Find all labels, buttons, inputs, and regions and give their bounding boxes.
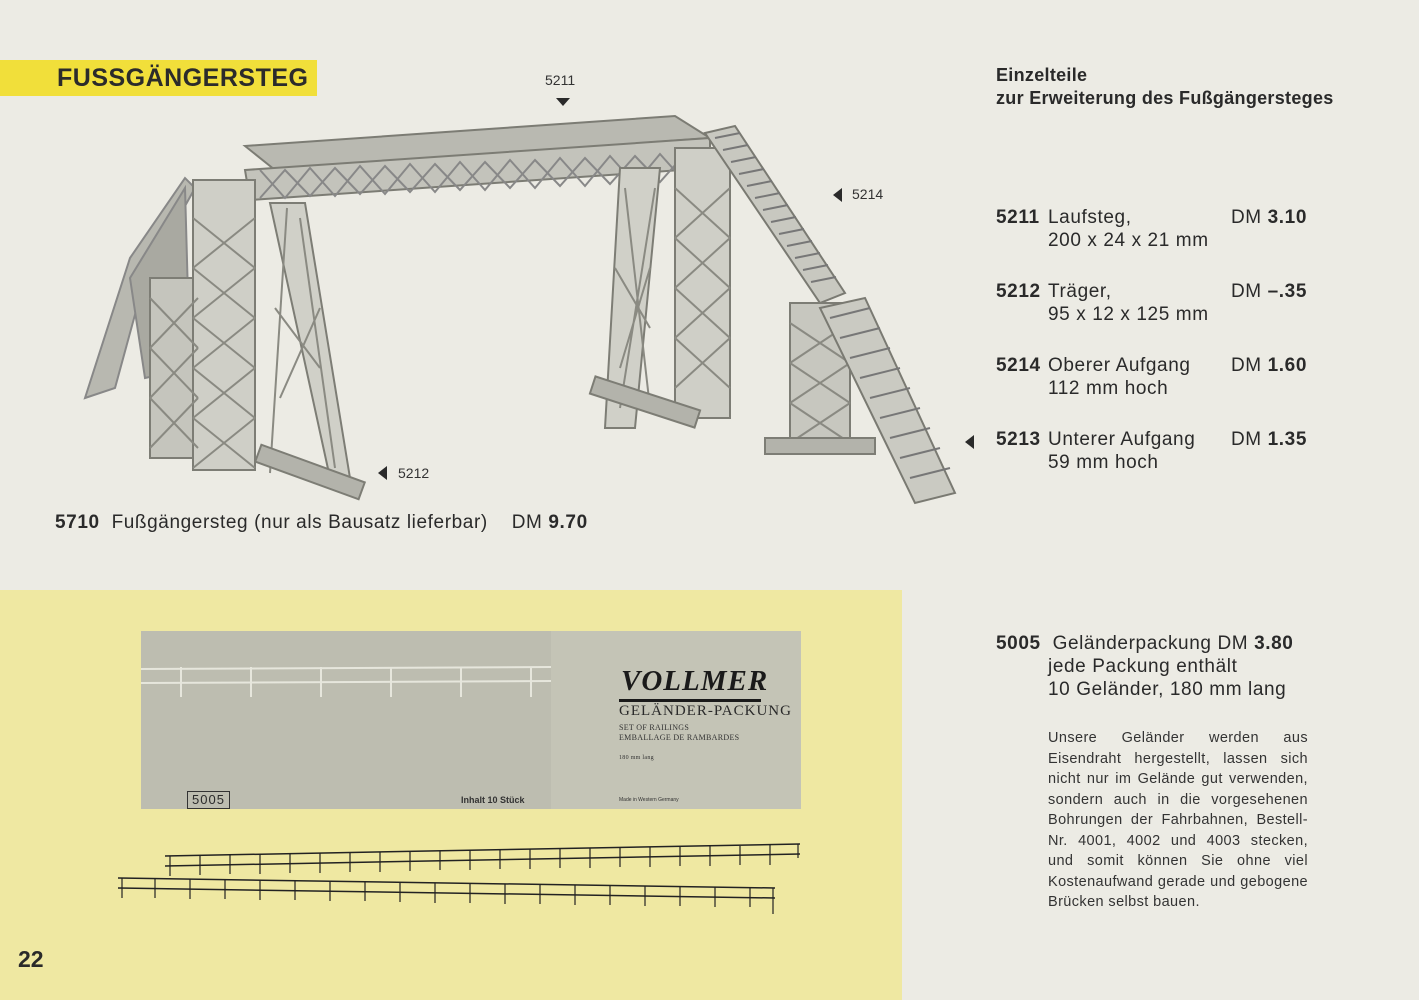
railings-illustration bbox=[110, 836, 810, 926]
railing-price bbox=[1217, 633, 1293, 654]
package-subtitle-fr: EMBALLAGE DE RAMBARDES bbox=[619, 733, 740, 742]
package-length: 180 mm lang bbox=[619, 755, 654, 761]
part-name: Oberer Aufgang bbox=[1048, 355, 1191, 376]
part-price bbox=[1231, 207, 1307, 229]
product-price: 9.70 bbox=[548, 512, 588, 533]
product-price-prefix: DM bbox=[511, 512, 543, 533]
parts-heading bbox=[996, 64, 1334, 110]
pointer-left-icon bbox=[965, 435, 974, 449]
part-dimension: 112 mm hoch bbox=[1048, 378, 1169, 399]
part-dimension: 59 mm hoch bbox=[1048, 452, 1159, 473]
railing-item bbox=[996, 632, 1293, 701]
package-window bbox=[141, 631, 551, 809]
product-number: 5710 bbox=[55, 512, 100, 533]
package-made-in: Made in Western Germany bbox=[619, 797, 679, 803]
package-railing-illustration bbox=[141, 631, 551, 809]
railing-name: Geländerpackung bbox=[1052, 633, 1212, 654]
part-dimension: 95 x 12 x 125 mm bbox=[1048, 304, 1209, 325]
railing-item-line2: jede Packung enthält bbox=[1048, 656, 1238, 677]
callout-5214: 5214 bbox=[852, 186, 884, 202]
callout-5211: 5211 bbox=[545, 72, 576, 88]
page-number: 22 bbox=[18, 946, 44, 972]
price-value: –.35 bbox=[1267, 281, 1307, 302]
railing-package-box bbox=[141, 631, 801, 809]
list-item bbox=[996, 355, 1326, 429]
page-title: FUSSGÄNGERSTEG bbox=[57, 64, 309, 92]
part-number: 5211 bbox=[996, 207, 1040, 228]
main-product-caption bbox=[55, 512, 588, 534]
part-name: Laufsteg, bbox=[1048, 207, 1132, 228]
price-value: 1.35 bbox=[1267, 429, 1307, 450]
brand-underline bbox=[619, 699, 761, 702]
part-price bbox=[1231, 355, 1307, 377]
part-name: Träger, bbox=[1048, 281, 1112, 302]
parts-heading-line2: zur Erweiterung des Fußgängersteges bbox=[996, 88, 1334, 108]
list-item bbox=[996, 429, 1326, 503]
callout-5212: 5212 bbox=[398, 465, 430, 481]
part-dimension: 200 x 24 x 21 mm bbox=[1048, 230, 1209, 251]
list-item bbox=[996, 207, 1326, 281]
part-number: 5213 bbox=[996, 429, 1041, 450]
price-prefix: DM bbox=[1230, 429, 1262, 450]
price-prefix: DM bbox=[1230, 281, 1262, 302]
part-price bbox=[1231, 281, 1307, 303]
railing-item-line3: 10 Geländer, 180 mm lang bbox=[1048, 679, 1287, 700]
railing-number: 5005 bbox=[996, 633, 1041, 654]
package-subtitle-en: SET OF RAILINGS bbox=[619, 723, 690, 732]
package-title: GELÄNDER-PACKUNG bbox=[619, 703, 792, 719]
package-code: 5005 bbox=[187, 791, 230, 809]
parts-heading-line1: Einzelteile bbox=[996, 65, 1088, 85]
list-item bbox=[996, 281, 1326, 355]
parts-list bbox=[996, 207, 1326, 503]
price-value: 3.80 bbox=[1254, 633, 1294, 654]
railing-item-line1 bbox=[996, 632, 1293, 655]
footbridge-illustration bbox=[75, 108, 965, 508]
package-content: Inhalt 10 Stück bbox=[461, 795, 525, 805]
brand-logo: VOLLMER bbox=[621, 665, 769, 697]
price-value: 1.60 bbox=[1267, 355, 1307, 376]
price-prefix: DM bbox=[1230, 207, 1262, 228]
part-number: 5212 bbox=[996, 281, 1041, 302]
railing-description: Unsere Geländer werden aus Eisendraht hergestellt, lassen sich nicht nur im Gelände gut verwenden, sondern auch in die vorgesehenen Bohrungen der Fahrbahnen, Bestell-Nr. 4001, 4002 und 4003 stecken, und somit können Sie ohne viel Kostenaufwand gerade und gebogene Brücken selbst bauen. bbox=[1048, 730, 1308, 910]
price-value: 3.10 bbox=[1267, 207, 1307, 228]
product-name: Fußgängersteg (nur als Bausatz lieferbar) bbox=[111, 512, 488, 533]
pointer-down-icon bbox=[556, 98, 570, 106]
price-prefix: DM bbox=[1217, 633, 1249, 654]
part-name: Unterer Aufgang bbox=[1048, 429, 1196, 450]
price-prefix: DM bbox=[1230, 355, 1262, 376]
part-number: 5214 bbox=[996, 355, 1041, 376]
part-price bbox=[1231, 429, 1307, 451]
